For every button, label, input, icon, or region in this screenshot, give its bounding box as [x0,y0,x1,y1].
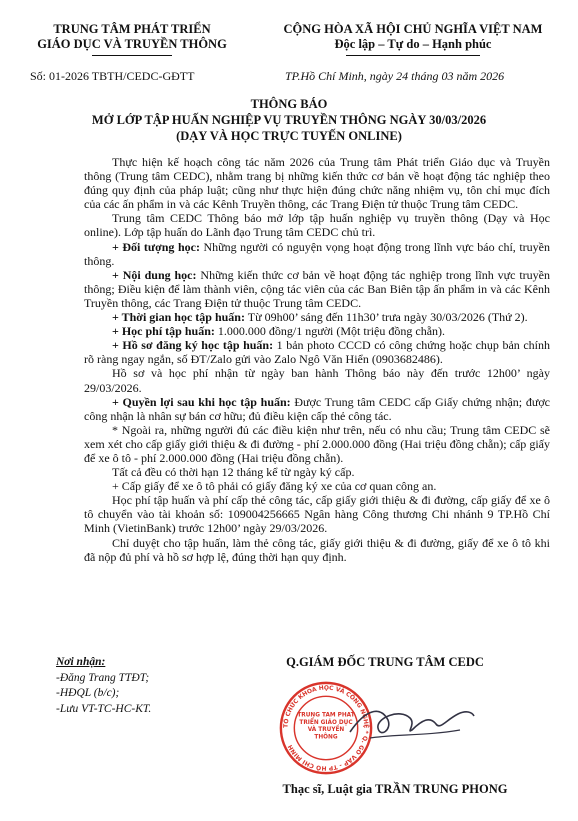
content-text: Những kiến thức cơ bản về hoạt động tác nghiệp trong lĩnh vực truyền thông; Điều kiện để làm thành viên, cộng tác viên của các Ban Biên tập ấn phẩm in và các Kênh Truyền thông, các Trang Điện tử thuộc Trung tâm CEDC. [84,267,551,310]
signer-title: Q.GIÁM ĐỐC TRUNG TÂM CEDC [286,655,484,669]
motto-underline [346,55,480,56]
content-label: + Nội dung học: [112,267,197,282]
schedule-label: + Thời gian học tập huấn: [112,310,245,325]
org-line-1: TRUNG TÂM PHÁT TRIỂN [53,22,211,36]
recipients-heading: Nơi nhận: [56,656,106,668]
benefits-text: Được Trung tâm CEDC cấp Giấy chứng nhận; được công nhận là nhân sự bán cơ hữu; đủ điều kiện cấp thẻ công tác. [84,394,551,423]
paragraph-content [84,268,550,310]
fee-text: 1.000.000 đồng/1 người (Một triệu đồng chẵn). [214,324,446,339]
notice-body [84,155,550,564]
org-line-2: GIÁO DỤC VÀ TRUYỀN THÔNG [37,37,227,51]
seal-ring-text: TỔ CHỨC KHOA HỌC VÀ CÔNG NGHỆ * Q. GÒ VẤP - TP HỒ CHÍ MINH [282,684,370,772]
schedule-text: Từ 09h00’ sáng đến 11h30’ trưa ngày 30/03/2026 (Thứ 2). [244,310,528,325]
audience-text: Những người có nguyện vọng hoạt động trong lĩnh vực báo chí, truyền thông. [84,239,550,268]
recipients-block [56,655,151,717]
notice-subtitle: MỞ LỚP TẬP HUẤN NGHIỆP VỤ TRUYỀN THÔNG NGÀY 30/03/2026 [91,113,487,127]
paragraph-approval: Chỉ duyệt cho tập huấn, làm thẻ công tác, giấy giới thiệu & đi đường, giấy để xe ô tô khi đã nộp đủ phí và hồ sơ hợp lệ, đúng thời hạn quy định. [84,535,550,564]
paragraph-schedule [84,310,550,324]
org-underline [92,55,172,56]
benefits-label: + Quyền lợi sau khi học tập huấn: [112,394,291,409]
paragraph-validity: Tất cả đều có thời hạn 12 tháng kể từ ngày ký cấp. [112,465,355,480]
seal-center-text: TRUNG TÂM PHÁT TRIỂN GIÁO DỤC VÀ TRUYỀN THÔNG [297,711,355,740]
paragraph-payment: Học phí tập huấn và phí cấp thẻ công tác, cấp giấy giới thiệu & đi đường, cấp giấy để xe ô tô chuyển vào tài khoản số: 109004256665 Ngân hàng Công thương Chi nhánh 9 TP.Hồ Chí Minh (VietinBank) trước 12h00’ ngày 29/03/2026. [84,493,550,536]
recipient-item: -Lưu VT-TC-HC-KT. [56,702,152,715]
document-number: Số: 01-2026 TBTH/CEDC-GĐTT [30,69,195,83]
audience-label: + Đối tượng học: [112,239,200,254]
registration-text: 1 bản photo CCCD có công chứng hoặc chụp bản chính rõ ràng ngay ngắn, số ĐT/Zalo gửi vào Zalo Ngô Văn Hiển (0903682486). [84,338,550,367]
recipient-item: -Đăng Trang TTĐT; [56,671,150,684]
signer-name: Thạc sĩ, Luật gia TRẦN TRUNG PHONG [282,782,508,796]
recipient-item: -HĐQL (b/c); [56,687,120,699]
paragraph-parking-note: + Cấp giấy để xe ô tô phải có giấy đăng ký xe của cơ quan công an. [112,479,437,494]
registration-label: + Hồ sơ đăng ký học tập huấn: [112,338,274,353]
paragraph-registration [84,338,550,366]
paragraph-audience [84,240,550,268]
handwritten-signature-icon [340,690,480,750]
national-header [258,22,568,52]
notice-mode: (DẠY VÀ HỌC TRỰC TUYẾN ONLINE) [176,129,402,143]
paragraph-announcement: Trung tâm CEDC Thông báo mở lớp tập huấn nghiệp vụ truyền thông (Dạy và Học online). Lớp tập huấn do Lãnh đạo Trung tâm CEDC chủ trì. [84,211,550,240]
paragraph-deadline: Hồ sơ và học phí nhận từ ngày ban hành Thông báo này đến trước 12h00’ ngày 29/03/2026. [84,366,550,395]
fee-label: + Học phí tập huấn: [112,324,215,339]
paragraph-intro: Thực hiện kế hoạch công tác năm 2026 của Trung tâm Phát triển Giáo dục và Truyền thông (Trung tâm CEDC), nhằm trang bị những kiến thức cơ bản về hoạt động tác nghiệp theo đúng quy định của pháp luật; cũng như thực hiện đúng chức năng nhiệm vụ, tôn chỉ mục đích của các ấn phẩm in và các Kênh Truyền thông, các Trang Điện tử thuộc Trung tâm CEDC. [84,155,550,212]
nation-line-1: CỘNG HÒA XÃ HỘI CHỦ NGHĨA VIỆT NAM [283,22,543,36]
document-date: TP.Hồ Chí Minh, ngày 24 tháng 03 năm 2026 [285,69,505,83]
paragraph-extra-services: * Ngoài ra, những người đủ các điều kiện như trên, nếu có nhu cầu; Trung tâm CEDC sẽ xem xét cho cấp giấy giới thiệu & đi đường - phí 2.000.000 đồng (Hai triệu đồng chẵn); cấp giấy để xe ô tô - phí 2.000.000 đồng (Hai triệu đồng chẵn). [84,422,550,465]
paragraph-fee [84,324,550,338]
notice-title: THÔNG BÁO [250,97,328,111]
nation-line-2: Độc lập – Tự do – Hạnh phúc [334,37,492,51]
paragraph-benefits [84,395,550,423]
organization-header [22,22,242,52]
